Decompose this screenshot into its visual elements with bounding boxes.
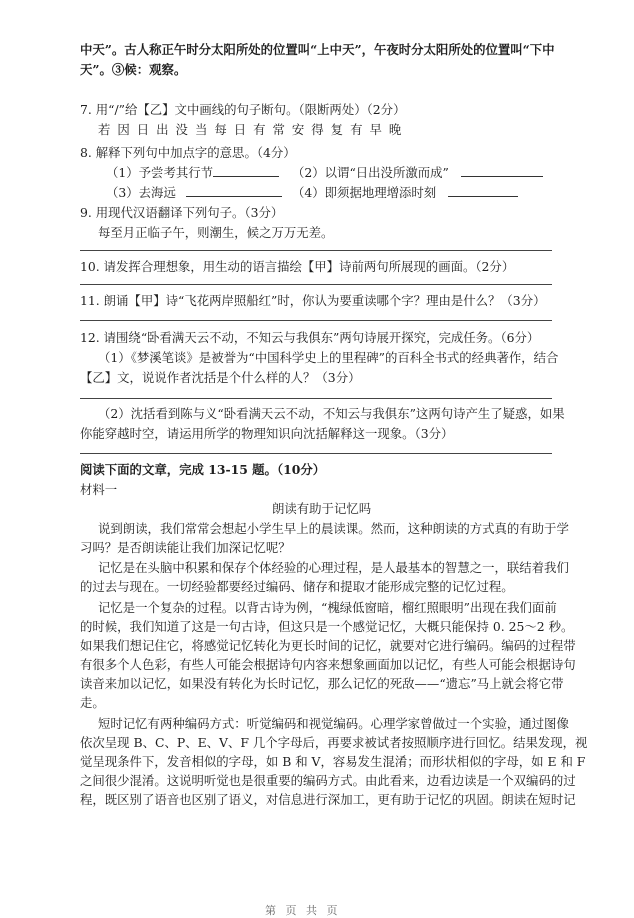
paragraph-3-line-1: 记忆是一个复杂的过程。以背古诗为例，“槐绿低窗暗，榴红照眼明”出现在我们面前 xyxy=(98,600,557,615)
answer-line-10[interactable] xyxy=(80,284,552,285)
question-12-part-2-line-2: 你能穿越时空，请运用所学的物理知识向沈括解释这一现象。（3分） xyxy=(80,426,454,441)
question-11: 11. 朗诵【甲】诗“飞花两岸照船红”时，你认为要重读哪个字？理由是什么？（3分） xyxy=(80,293,546,308)
question-12-part-1-line-2: 【乙】文，说说作者沈括是个什么样的人？（3分） xyxy=(80,370,361,385)
question-9-sentence: 每至月正临子午，则潮生，候之万万无差。 xyxy=(98,225,334,240)
question-8: 8. 解释下列句中加点字的意思。（4分） xyxy=(80,145,296,160)
question-8-item-4-text: （4）即须据地理增添时刻 xyxy=(292,185,437,200)
note-line-2: 天”。③候：观察。 xyxy=(80,62,187,77)
answer-blank-8-2[interactable] xyxy=(461,165,543,177)
answer-line-11[interactable] xyxy=(80,320,552,321)
paragraph-1-line-1: 说到朗读，我们常常会想起小学生早上的晨读课。然而，这种朗读的方式真的有助于学 xyxy=(98,521,569,536)
answer-blank-8-1[interactable] xyxy=(213,165,279,177)
question-12-part-1-line-1: （1）《梦溪笔谈》是被誉为“中国科学史上的里程碑”的百科全书式的经典著作，结合 xyxy=(98,350,559,365)
question-8-item-4 xyxy=(292,185,518,201)
paragraph-3-line-5: 读音来加以记忆，如果没有转化为长时记忆，那么记忆的死敌——“遗忘”马上就会将它带 xyxy=(80,676,564,691)
paragraph-4-line-1: 短时记忆有两种编码方式：听觉编码和视觉编码。心理学家曾做过一个实验，通过图像 xyxy=(98,716,569,731)
reading-instruction: 阅读下面的文章，完成 13-15 题。（10分） xyxy=(80,462,326,477)
question-9: 9. 用现代汉语翻译下列句子。（3分） xyxy=(80,205,284,220)
article-title: 朗读有助于记忆吗 xyxy=(272,501,372,516)
question-8-item-3 xyxy=(106,185,282,201)
question-8-item-1 xyxy=(106,165,279,181)
paragraph-3-line-6: 走。 xyxy=(80,695,105,710)
paragraph-1-line-2: 习吗？是否朗读能让我们加深记忆呢？ xyxy=(80,540,291,555)
question-7-sentence: 若因日出没当每日有常安得复有早晚 xyxy=(98,122,409,137)
answer-line-12-1[interactable] xyxy=(80,398,552,399)
paragraph-4-line-2: 依次呈现 B、C、P、E、V、F 几个字母后，再要求被试者按照顺序进行回忆。结果发现，视 xyxy=(80,735,588,750)
material-label: 材料一 xyxy=(80,482,118,497)
question-8-item-2 xyxy=(292,165,543,181)
question-8-item-1-text: （1）予尝考其行节 xyxy=(106,165,214,180)
note-line-1: 中天”。古人称正午时分太阳所处的位置叫“上中天”，午夜时分太阳所处的位置叫“下中 xyxy=(80,42,555,57)
answer-line-9[interactable] xyxy=(80,250,552,251)
question-8-item-2-text: （2）以谓“日出没所激而成” xyxy=(292,165,449,180)
answer-blank-8-3[interactable] xyxy=(186,185,282,197)
question-12: 12. 请围绕“卧看满天云不动，不知云与我俱东”两句诗展开探究，完成任务。（6分） xyxy=(80,330,540,345)
answer-blank-8-4[interactable] xyxy=(448,185,518,197)
question-7: 7. 用“/”给【乙】文中画线的句子断句。（限断两处）（2分） xyxy=(80,102,406,117)
page-footer: 第 页 共 页 xyxy=(265,904,341,917)
question-12-part-2-line-1: （2）沈括看到陈与义“卧看满天云不动，不知云与我俱东”这两句诗产生了疑惑，如果 xyxy=(98,406,565,421)
paragraph-4-line-4: 之间很少混淆。这说明听觉也是很重要的编码方式。由此看来，边看边读是一个双编码的过 xyxy=(80,773,576,788)
question-10: 10. 请发挥合理想象，用生动的语言描绘【甲】诗前两句所展现的画面。（2分） xyxy=(80,259,515,274)
paragraph-4-line-5: 程，既区别了语音也区别了语义，对信息进行深加工，更有助于记忆的巩固。朗读在短时记 xyxy=(80,792,576,807)
question-8-item-3-text: （3）去海远 xyxy=(106,185,176,200)
paragraph-2-line-1: 记忆是在头脑中积累和保存个体经验的心理过程，是人最基本的智慧之一，联结着我们 xyxy=(98,560,569,575)
answer-line-12-2[interactable] xyxy=(80,453,552,454)
paragraph-4-line-3: 觉呈现条件下，发音相似的字母，如 B 和 V，容易发生混淆；而形状相似的字母，如 E 和 F xyxy=(80,754,586,769)
paragraph-3-line-3: 如果我们想记住它，将感觉记忆转化为更长时间的记忆，就要对它进行编码。编码的过程带 xyxy=(80,638,576,653)
paragraph-3-line-2: 的时候，我们知道了这是一句古诗，但这只是一个感觉记忆，大概只能保持 0. 25～2 秒。 xyxy=(80,619,574,634)
paragraph-3-line-4: 有很多个人色彩，有些人可能会根据诗句内容来想象画面加以记忆，有些人可能会根据诗句 xyxy=(80,657,576,672)
paragraph-2-line-2: 的过去与现在。一切经验都要经过编码、储存和提取才能形成完整的记忆过程。 xyxy=(80,579,514,594)
